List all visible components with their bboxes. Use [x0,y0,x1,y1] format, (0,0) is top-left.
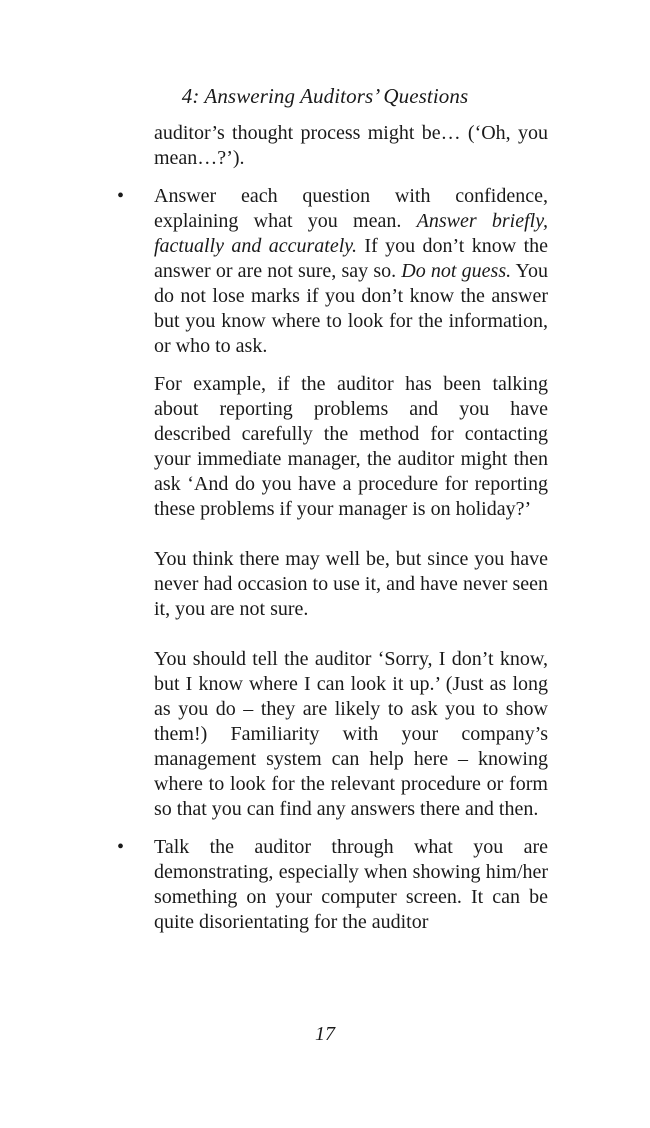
continuation-paragraph: auditor’s thought process might be… (‘Oh, you mean…?’). [154,122,548,169]
bullet1-emphasis-2: Do not guess. [401,260,512,282]
page-number: 17 [315,1023,335,1045]
think-paragraph: You think there may well be, but since you have never had occasion to use it, and have never seen it, you are not sure. [154,548,548,620]
running-header: 4: Answering Auditors’ Questions [181,84,469,108]
bullet1-text-1: Answer each question with confidence, explaining what you mean. [154,185,548,232]
bullet1-emphasis-1: Answer briefly, factually and accurately. [154,210,548,257]
example-paragraph: For example, if the auditor has been talking about reporting problems and you have described carefully the method for contacting your immediate manager, the auditor might then ask ‘And do you have a procedure for reporting these problems if your manager is on holiday?’ [154,373,548,520]
bullet-marker: • [117,836,125,858]
body-text [117,121,548,935]
bullet-item-talk-through [117,835,548,935]
tell-auditor-paragraph: You should tell the auditor ‘Sorry, I don’t know, but I know where I can look it up.’ (Just as long as you do – they are likely to ask you to show them!) Familiarity with your company’s management system can help here – knowing where to look for the relevant procedure or form so that you can find any answers there and then. [154,648,548,820]
bullet1-text-2: If you don’t know the answer or are not sure, say so. [154,235,548,282]
bullet-paragraph: Talk the auditor through what you are demonstrating, especially when showing him/her something on your computer screen. It can be quite disorientating for the auditor [154,836,548,933]
bullet-marker: • [117,185,125,207]
bullet1-text-3: You do not lose marks if you don’t know the answer but you know where to look for the information, or who to ask. [154,260,548,357]
bullet-paragraph [154,184,548,359]
bullet-item-answer-confidently [117,184,548,359]
